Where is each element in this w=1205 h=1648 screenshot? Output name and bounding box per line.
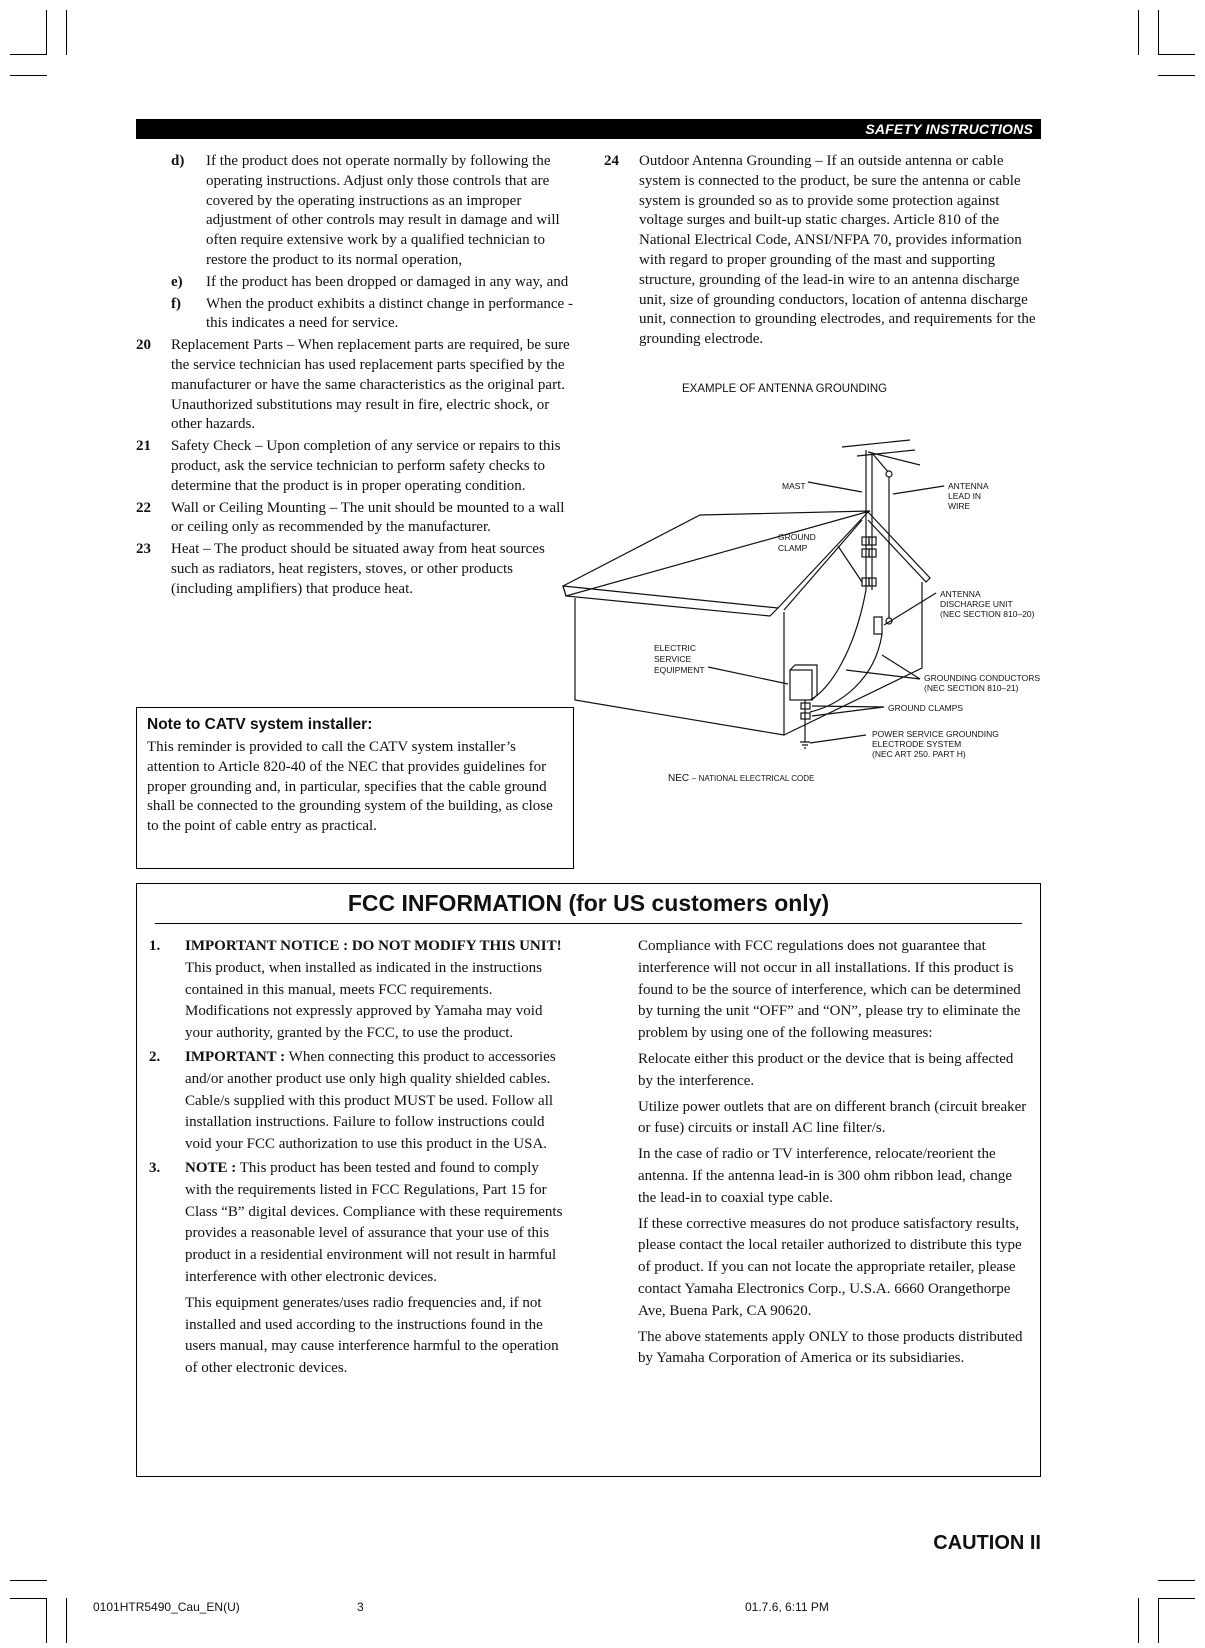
nec-desc: – NATIONAL ELECTRICAL CODE: [691, 774, 815, 783]
fcc-item: [149, 936, 569, 1045]
safety-item: [604, 152, 1044, 350]
fcc-item-heading: NOTE :: [185, 1159, 237, 1176]
sub-item-label: d): [171, 153, 185, 169]
item-text: Replacement Parts – When replacement parts are required, be sure the service technician has used replacement parts specified by the manufacturer or have the same characteristics as the original part. Unauthorized substitutions may result in fire, electric shock, or other hazards.: [171, 337, 570, 433]
fcc-item-number: 1.: [149, 938, 161, 954]
fcc-item-number: 2.: [149, 1048, 161, 1065]
label-lead-in: WIRE: [948, 501, 971, 511]
fcc-left-column: [149, 936, 569, 1382]
crop-mark: [1138, 10, 1139, 55]
fcc-item-heading: IMPORTANT :: [185, 1048, 286, 1065]
leader-power: [810, 735, 866, 743]
lead-in-connector-top: [886, 471, 892, 477]
label-ground-clamps: GROUND CLAMPS: [888, 703, 964, 713]
sub-item: [136, 295, 576, 335]
item-number: 21: [136, 438, 151, 455]
fcc-item: [149, 1158, 569, 1380]
item-text: Heat – The product should be situated away from heat sources such as radiators, heat registers, stoves, or other products (including amplifiers) that produce heat.: [171, 541, 545, 597]
fcc-item-text: When connecting this product to accessories and/or another product use only high quality shielded cables. Cable/s supplied with this product MUST be used. Follow all installation instructions. Failure to follow instructions could void your FCC authorization to use this product in the USA.: [185, 1048, 556, 1153]
fcc-paragraph: Relocate either this product or the device that is being affected by the interference.: [638, 1050, 1014, 1089]
crop-mark: [1158, 1598, 1159, 1643]
electric-service-equipment: [790, 670, 812, 700]
fcc-paragraph: Compliance with FCC regulations does not guarantee that interference will not occur in all installations. If this product is found to be the source of interference, which can be determined by turning the unit “OFF” and “ON”, please try to eliminate the problem by using one of the following measures:: [638, 938, 1021, 1042]
right-column: [604, 152, 1044, 352]
item-number: 24: [604, 153, 619, 169]
fcc-title: FCC INFORMATION (for US customers only): [155, 890, 1022, 924]
label-discharge-unit: (NEC SECTION 810–20): [940, 609, 1035, 619]
antenna-discharge-unit: [874, 617, 882, 634]
leader-discharge: [884, 593, 936, 625]
label-electric-service: SERVICE: [654, 654, 692, 664]
crop-mark: [66, 1598, 67, 1643]
crop-mark: [10, 1580, 47, 1581]
fcc-item-extra: This equipment generates/uses radio frequencies and, if not installed and used according to the instructions found in the users manual, may cause interference harmful to the operation of other electronic devices.: [185, 1294, 559, 1377]
house-drawing: [563, 440, 944, 748]
crop-mark: [1158, 75, 1195, 76]
label-power-service: (NEC ART 250. PART H): [872, 749, 966, 759]
antenna-elements: [842, 440, 920, 465]
safety-item: [136, 437, 576, 496]
fcc-item-text: This product has been tested and found to comply with the requirements listed in FCC Regulations, Part 15 for Class “B” digital devices. Compliance with these requirements provides a reasonable level of assurance that your use of this product in a residential environment will not result in harmful interference with other electronic devices.: [185, 1159, 563, 1285]
fcc-paragraph: In the case of radio or TV interference, relocate/reorient the antenna. If the antenna lead-in is 300 ohm ribbon lead, change the lead-in to coaxial type cable.: [638, 1146, 1013, 1206]
section-title: SAFETY INSTRUCTIONS: [865, 121, 1033, 137]
fcc-item: [149, 1047, 569, 1156]
sub-item-label: e): [171, 273, 183, 290]
antenna-grounding-diagram: [560, 430, 1040, 770]
leader-mast: [808, 482, 862, 492]
label-discharge-unit: ANTENNA: [940, 589, 981, 599]
fcc-item-text: This product, when installed as indicated in the instructions contained in this manual, meets FCC requirements. Modifications not expressly approved by Yamaha may void your authority, granted by the FCC, to use the product.: [185, 959, 543, 1042]
label-discharge-unit: DISCHARGE UNIT: [940, 599, 1013, 609]
roof-ridge-front: [778, 512, 868, 608]
footer-timestamp: 01.7.6, 6:11 PM: [745, 1600, 829, 1614]
item-text: Safety Check – Upon completion of any service or repairs to this product, ask the service technician to perform safety checks to determine that the product is in proper operating condition.: [171, 438, 561, 494]
label-ground-clamp: GROUND: [778, 532, 816, 542]
catv-note-box: [136, 707, 574, 869]
leader-clamp: [838, 546, 862, 582]
item-number: 23: [136, 541, 151, 558]
roof-right: [868, 512, 930, 582]
fcc-paragraph: If these corrective measures do not produce satisfactory results, please contact the local retailer authorized to distribute this type of product. If you can not locate the appropriate retailer, please contact Yamaha Electronics Corp., U.S.A. 6660 Orangethorpe Ave, Buena Park, CA 90620.: [638, 1215, 1022, 1319]
crop-mark: [1158, 1598, 1195, 1599]
label-power-service: ELECTRODE SYSTEM: [872, 739, 962, 749]
sub-item-text: If the product does not operate normally by following the operating instructions. Adjust only those controls that are covered by the operating instructions as an improper adjustment of other controls may result in damage and will often require extensive work by a qualified technician to restore the product to its normal operation,: [206, 153, 560, 268]
crop-mark: [1158, 54, 1195, 55]
item-text: Outdoor Antenna Grounding – If an outside antenna or cable system is connected to the product, be sure the antenna or cable system is grounded so as to provide some protection against voltage surges and built-up static charges. Article 810 of the National Electrical Code, ANSI/NFPA 70, provides information with regard to proper grounding of the mast and supporting structure, grounding of the lead-in wire to an antenna discharge unit, size of grounding conductors, location of antenna discharge unit, connection to grounding electrodes, and requirements for the grounding electrode.: [639, 153, 1036, 348]
crop-mark: [46, 10, 47, 55]
nec-abbr: NEC: [668, 773, 690, 784]
sub-item-text: When the product exhibits a distinct change in performance - this indicates a need for service.: [206, 295, 573, 332]
fcc-info-box: [136, 883, 1041, 1477]
leader-lead-in: [893, 486, 944, 494]
sub-item-label: f): [171, 295, 181, 312]
item-number: 22: [136, 499, 151, 516]
fcc-item-heading: IMPORTANT NOTICE : DO NOT MODIFY THIS UNIT!: [185, 938, 562, 954]
section-header-bar: [136, 119, 1041, 139]
safety-item: [136, 540, 576, 599]
footer-file-name: 0101HTR5490_Cau_EN(U): [93, 1600, 240, 1614]
fcc-item-number: 3.: [149, 1159, 161, 1176]
fcc-paragraph: Utilize power outlets that are on different branch (circuit breaker or fuse) circuits or install AC line filter/s.: [638, 1098, 1027, 1137]
mast: [866, 450, 872, 590]
roof-edge: [563, 586, 778, 616]
crop-mark: [1158, 1580, 1195, 1581]
leader-conductors: [846, 655, 920, 679]
label-ground-clamp: CLAMP: [778, 543, 808, 553]
safety-item: [136, 499, 576, 539]
crop-mark: [10, 54, 47, 55]
crop-mark: [1138, 1598, 1139, 1643]
label-lead-in: ANTENNA: [948, 481, 989, 491]
label-lead-in: LEAD IN: [948, 491, 982, 501]
sub-item: [136, 152, 576, 271]
catv-note-body: This reminder is provided to call the CATV system installer’s attention to Article 820-40 of the NEC that provides guidelines for proper grounding and, in particular, specifies that the cable ground shall be connected to the grounding system of the building, as close to the point of cable entry as practical.: [147, 739, 553, 835]
left-column: [136, 152, 576, 602]
crop-mark: [1158, 10, 1159, 55]
label-electric-service: EQUIPMENT: [654, 665, 705, 675]
crop-mark: [46, 1598, 47, 1643]
sub-item: [136, 273, 576, 293]
catv-note-title: Note to CATV system installer:: [147, 716, 373, 733]
fcc-paragraph: The above statements apply ONLY to those products distributed by Yamaha Corporation of America or its subsidiaries.: [638, 1328, 1023, 1367]
grounding-conductor-1: [810, 590, 866, 700]
crop-mark: [10, 1598, 47, 1599]
footer-page-number: 3: [357, 1600, 364, 1614]
safety-item: [136, 336, 576, 435]
page-section-label: CAUTION II: [933, 1532, 1041, 1554]
label-mast: MAST: [782, 481, 806, 491]
figure-title: EXAMPLE OF ANTENNA GROUNDING: [682, 383, 888, 395]
crop-mark: [66, 10, 67, 55]
label-grounding-conductors: (NEC SECTION 810–21): [924, 683, 1019, 693]
leader-electric: [708, 667, 788, 684]
item-text: Wall or Ceiling Mounting – The unit should be mounted to a wall or ceiling only as recommended by the manufacturer.: [171, 499, 565, 536]
fcc-right-column: [638, 936, 1028, 1374]
label-electric-service: ELECTRIC: [654, 643, 697, 653]
crop-mark: [10, 75, 47, 76]
label-power-service: POWER SERVICE GROUNDING: [872, 729, 999, 739]
nec-footnote: [668, 773, 814, 784]
item-number: 20: [136, 337, 151, 354]
roof-left: [563, 511, 870, 596]
label-grounding-conductors: GROUNDING CONDUCTORS: [924, 673, 1040, 683]
sub-item-text: If the product has been dropped or damaged in any way, and: [206, 273, 569, 290]
